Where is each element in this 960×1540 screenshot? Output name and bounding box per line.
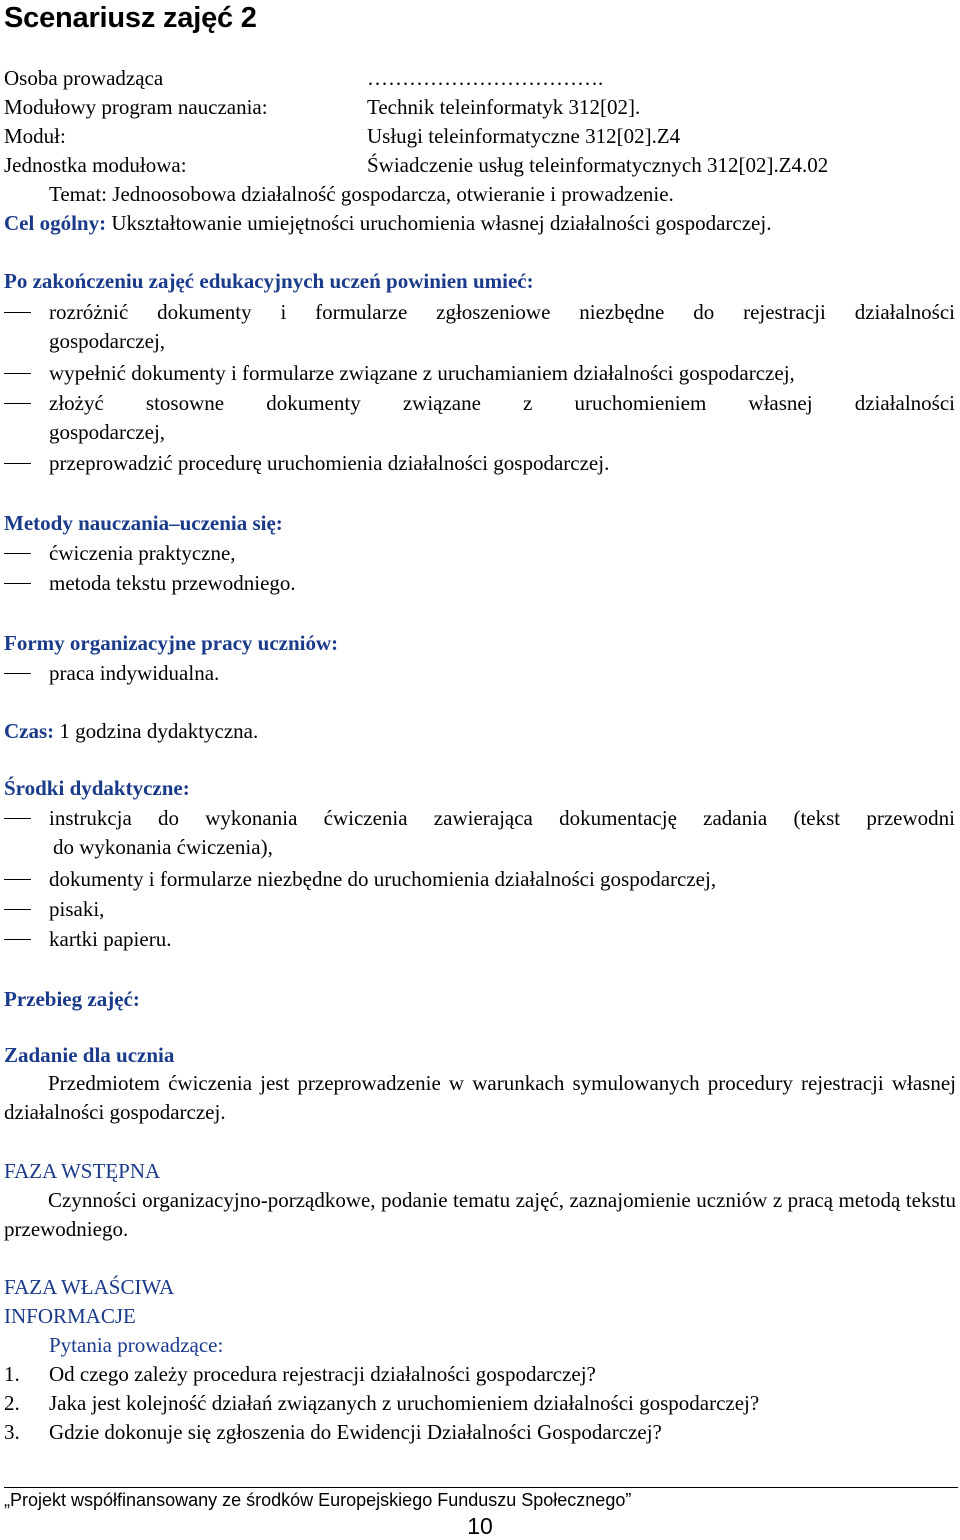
page-number: 10 <box>467 1513 493 1539</box>
outcome-item-continued: gospodarczej, <box>49 420 166 444</box>
footer-divider <box>4 1487 958 1488</box>
module-value: Usługi teleinformatyczne 312[02].Z4 <box>367 124 681 148</box>
unit-label: Jednostka modułowa: <box>4 153 187 177</box>
page-title: Scenariusz zajęć 2 <box>4 2 257 34</box>
unit-row <box>4 152 829 178</box>
goal-label: Cel ogólny: <box>4 211 107 235</box>
topic-value: Jednoosobowa działalność gospodarcza, otwieranie i prowadzenie. <box>112 182 674 206</box>
teacher-label: Osoba prowadząca <box>4 66 164 90</box>
topic-row <box>49 181 674 207</box>
course-heading: Przebieg zajęć: <box>4 987 140 1011</box>
dash-bullet <box>4 879 31 880</box>
module-label: Moduł: <box>4 124 66 148</box>
dash-bullet <box>4 312 31 313</box>
teacher-value: ……………………………. <box>367 66 604 90</box>
task-paragraph <box>4 1069 956 1127</box>
dash-bullet <box>4 553 31 554</box>
task-text: Przedmiotem ćwiczenia jest przeprowadzenie w warunkach symulowanych procedury rejestracji własnej działalności gospodarczej. <box>4 1071 956 1124</box>
form-item: praca indywidualna. <box>49 661 220 685</box>
resource-item-continued: do wykonania ćwiczenia), <box>53 835 273 859</box>
outcome-item: złożyć stosowne dokumenty związane z uruchomieniem własnej działalności <box>49 391 955 415</box>
question-text: Od czego zależy procedura rejestracji działalności gospodarczej? <box>49 1362 596 1386</box>
dash-bullet <box>4 373 31 374</box>
dash-bullet <box>4 939 31 940</box>
program-value: Technik teleinformatyk 312[02]. <box>367 95 641 119</box>
footer <box>4 1490 958 1511</box>
dash-bullet <box>4 583 31 584</box>
dash-bullet <box>4 403 31 404</box>
footer-text: „Projekt współfinansowany ze środków Europejskiego Funduszu Społecznego” <box>4 1490 632 1510</box>
outcome-item-continued: gospodarczej, <box>49 329 166 353</box>
topic-label: Temat: <box>49 182 108 206</box>
resource-item: pisaki, <box>49 897 105 921</box>
unit-value: Świadczenie usług teleinformatycznych 312[02].Z4.02 <box>367 153 829 177</box>
goal-row <box>4 210 771 236</box>
resource-item: dokumenty i formularze niezbędne do uruchomienia działalności gospodarczej, <box>49 867 717 891</box>
resource-item: kartki papieru. <box>49 927 172 951</box>
main-phase-heading: FAZA WŁAŚCIWA <box>4 1275 175 1299</box>
goal-value: Ukształtowanie umiejętności uruchomienia własnej działalności gospodarczej. <box>111 211 772 235</box>
teacher-row <box>4 65 604 91</box>
question-number: 2. <box>4 1391 20 1415</box>
program-label: Modułowy program nauczania: <box>4 95 268 119</box>
resources-heading: Środki dydaktyczne: <box>4 776 190 800</box>
task-heading: Zadanie dla ucznia <box>4 1043 175 1067</box>
outcome-item: wypełnić dokumenty i formularze związane z uruchamianiem działalności gospodarczej, <box>49 361 795 385</box>
outcome-item: przeprowadzić procedurę uruchomienia działalności gospodarczej. <box>49 451 610 475</box>
time-value: 1 godzina dydaktyczna. <box>59 719 259 743</box>
time-label: Czas: <box>4 719 55 743</box>
resource-item: instrukcja do wykonania ćwiczenia zawierająca dokumentację zadania (tekst przewodni <box>49 806 955 830</box>
questions-label: Pytania prowadzące: <box>49 1333 224 1357</box>
method-item: metoda tekstu przewodniego. <box>49 571 296 595</box>
question-number: 1. <box>4 1362 20 1386</box>
info-heading: INFORMACJE <box>4 1304 136 1328</box>
question-text: Jaka jest kolejność działań związanych z uruchomieniem działalności gospodarczej? <box>49 1391 760 1415</box>
forms-heading: Formy organizacyjne pracy uczniów: <box>4 631 339 655</box>
dash-bullet <box>4 909 31 910</box>
question-number: 3. <box>4 1420 20 1444</box>
methods-heading: Metody nauczania–uczenia się: <box>4 511 283 535</box>
dash-bullet <box>4 463 31 464</box>
intro-heading: FAZA WSTĘPNA <box>4 1159 161 1183</box>
outcomes-heading: Po zakończeniu zajęć edukacyjnych uczeń powinien umieć: <box>4 269 534 293</box>
dash-bullet <box>4 818 31 819</box>
time-row <box>4 718 258 744</box>
question-text: Gdzie dokonuje się zgłoszenia do Ewidencji Działalności Gospodarczej? <box>49 1420 662 1444</box>
intro-paragraph <box>4 1186 956 1244</box>
dash-bullet <box>4 673 31 674</box>
outcome-item: rozróżnić dokumenty i formularze zgłoszeniowe niezbędne do rejestracji działalności <box>49 300 955 324</box>
program-row <box>4 94 641 120</box>
method-item: ćwiczenia praktyczne, <box>49 541 236 565</box>
intro-text: Czynności organizacyjno-porządkowe, podanie tematu zajęć, zaznajomienie uczniów z pracą metodą tekstu przewodniego. <box>4 1188 956 1241</box>
module-row <box>4 123 681 149</box>
